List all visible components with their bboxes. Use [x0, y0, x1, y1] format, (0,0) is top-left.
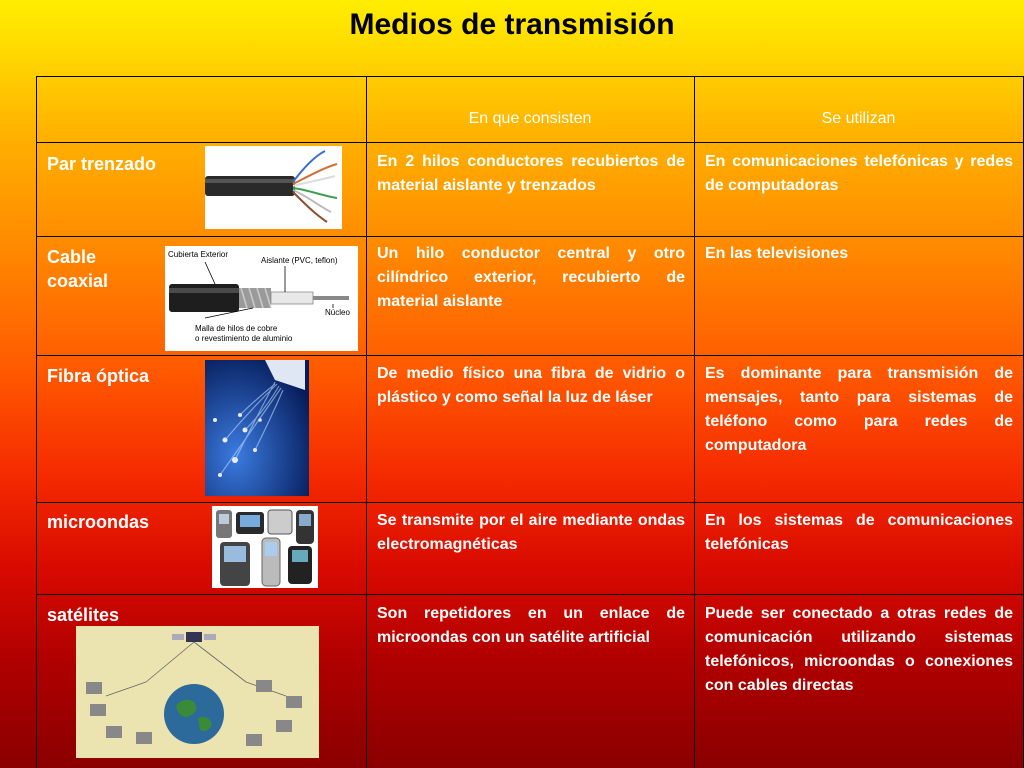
transmission-media-table	[36, 76, 1024, 768]
row-consisten-cable-coaxial: Un hilo conductor central y otro cilíndrico exterior, recubierto de material aislante	[377, 245, 685, 310]
row-name-cable-coaxial: Cable coaxial	[47, 247, 109, 291]
row-name-par-trenzado: Par trenzado	[47, 154, 157, 174]
row-utilizan-fibra-optica: Es dominante para transmisión de mensajes, tanto para sistemas de teléfono como para redes de computadora	[705, 365, 1013, 454]
table-border	[36, 236, 1024, 237]
row-name-microondas: microondas	[47, 512, 150, 532]
table-border	[36, 502, 1024, 503]
row-name-satelites: satélites	[47, 605, 120, 625]
row-utilizan-microondas: En los sistemas de comunicaciones telefónicas	[705, 512, 1013, 553]
fiber-optic-image	[205, 360, 309, 496]
coaxial-label-insulator: Aislante (PVC, teflon)	[261, 256, 338, 265]
table-border	[36, 355, 1024, 356]
row-utilizan-cable-coaxial: En las televisiones	[705, 245, 849, 262]
coaxial-label-outer: Cubierta Exterior	[168, 250, 229, 259]
row-utilizan-par-trenzado: En comunicaciones telefónicas y redes de computadoras	[705, 153, 1013, 194]
table-border	[36, 76, 37, 768]
coaxial-label-mesh-2: o revestimiento de aluminio	[195, 334, 293, 343]
page-title: Medios de transmisión	[349, 8, 675, 41]
row-utilizan-satelites: Puede ser conectado a otras redes de comunicación utilizando sistemas telefónicos, microondas o conexiones con cables directas	[705, 605, 1013, 694]
table-border	[36, 142, 1024, 143]
row-consisten-satelites: Son repetidores en un enlace de microondas con un satélite artificial	[377, 605, 685, 646]
coaxial-label-core: Núcleo	[325, 308, 350, 317]
table-border	[694, 76, 695, 768]
table-border	[366, 76, 367, 768]
row-name-fibra-optica: Fibra óptica	[47, 366, 150, 386]
mobile-phones-image	[212, 506, 318, 588]
table-border	[36, 594, 1024, 595]
header-en-que-consisten: En que consisten	[468, 110, 592, 127]
table-border	[36, 76, 1024, 77]
twisted-pair-cable-image	[205, 146, 342, 229]
satellite-network-image	[76, 626, 319, 758]
header-se-utilizan: Se utilizan	[821, 110, 896, 127]
row-consisten-fibra-optica: De medio físico una fibra de vidrio o plástico y como señal la luz de láser	[377, 365, 685, 406]
row-consisten-par-trenzado: En 2 hilos conductores recubiertos de material aislante y trenzados	[377, 153, 685, 194]
coaxial-label-mesh-1: Malla de hilos de cobre	[195, 324, 278, 333]
coaxial-cable-image	[165, 246, 358, 351]
row-consisten-microondas: Se transmite por el aire mediante ondas electromagnéticas	[377, 512, 685, 553]
